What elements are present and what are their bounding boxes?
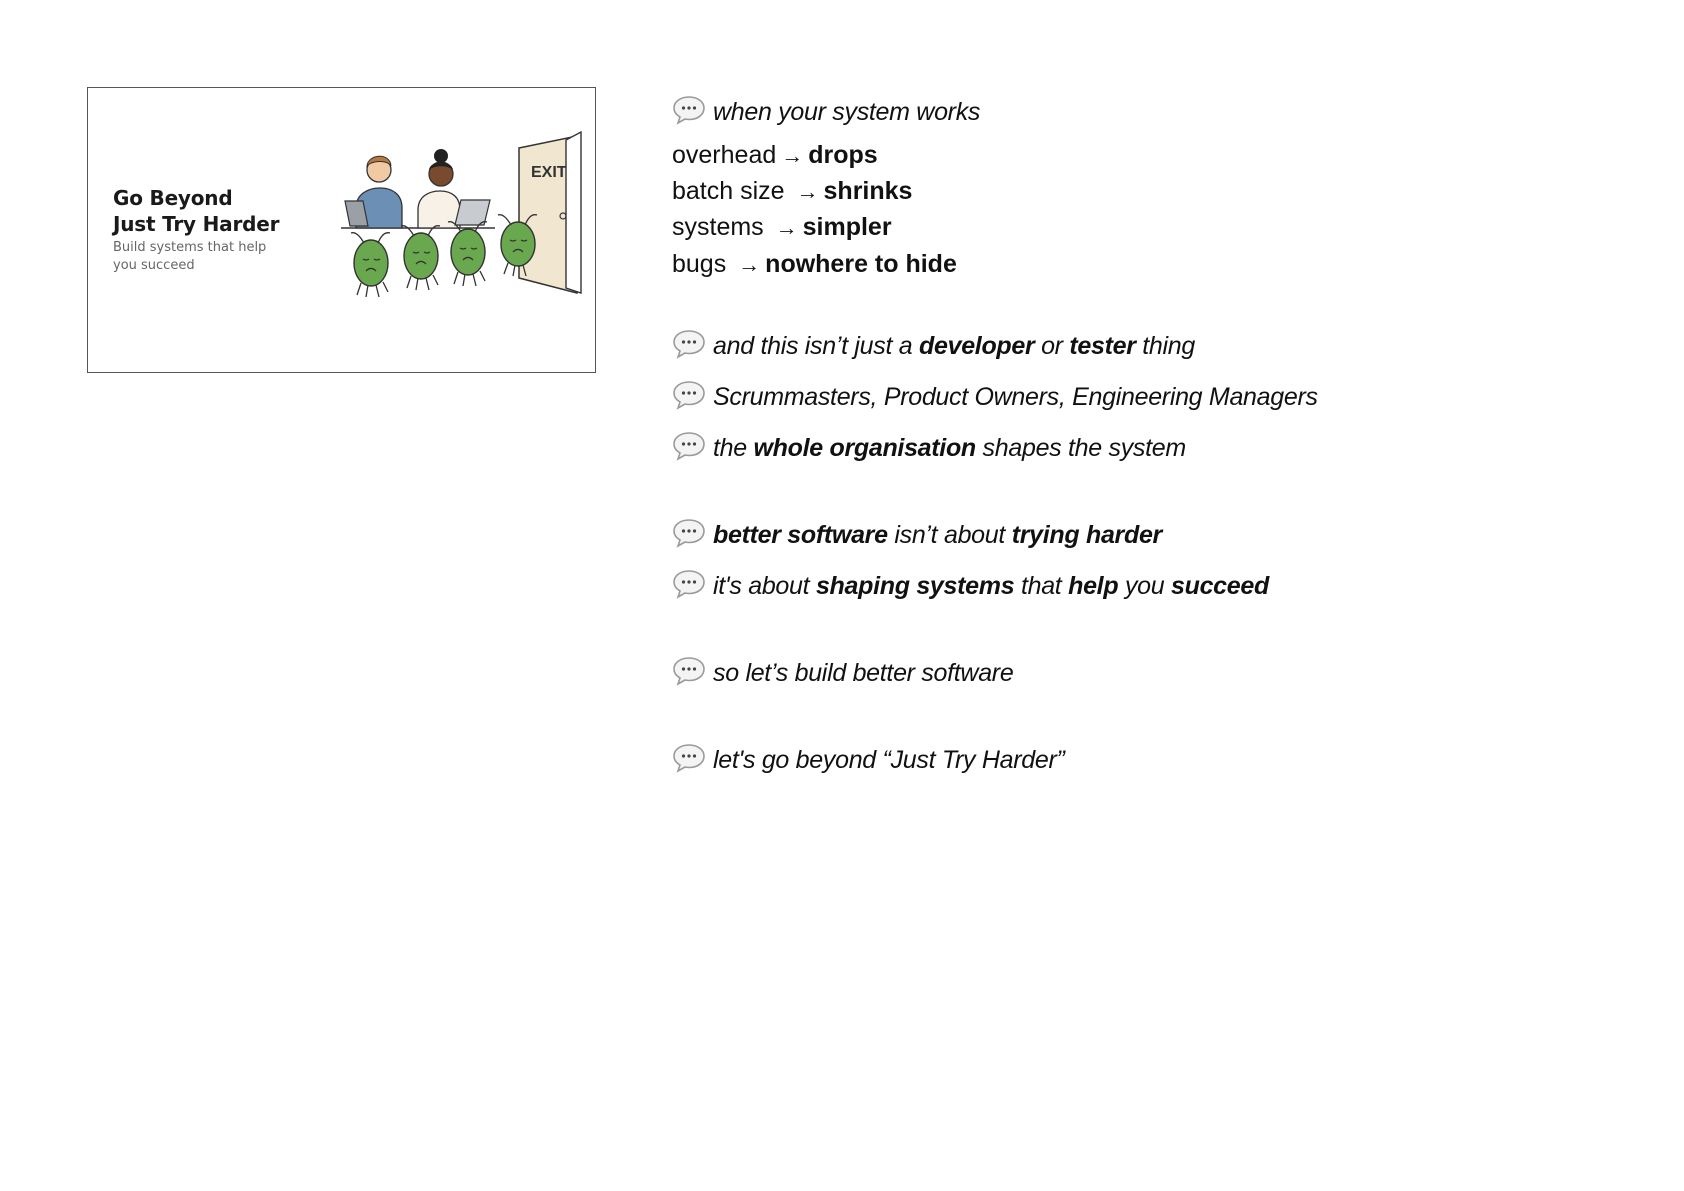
note-line: better software isn’t about trying harder xyxy=(672,517,1162,550)
note-line xyxy=(672,94,980,127)
arrow-icon: → xyxy=(775,215,798,240)
tester-person-icon xyxy=(418,149,490,228)
note-line xyxy=(672,655,1013,688)
bug-icon xyxy=(351,233,390,297)
bug-icon xyxy=(448,222,487,286)
note-line: it's about shaping systems that help you succeed xyxy=(672,568,1269,601)
flow-line xyxy=(672,249,957,280)
note-text: let's go beyond “Just Try Harder” xyxy=(713,746,1065,774)
arrow-icon: → xyxy=(781,143,804,168)
flow-left: batch size xyxy=(672,177,785,205)
flow-line xyxy=(672,176,912,207)
flow-right: drops xyxy=(808,141,878,169)
slide-thumbnail xyxy=(87,87,596,373)
flow-left: overhead xyxy=(672,141,777,169)
speech-bubble-icon xyxy=(672,655,706,687)
note-text: so let’s build better software xyxy=(713,659,1014,687)
speech-bubble-icon xyxy=(672,430,706,462)
flow-right: simpler xyxy=(802,213,892,241)
flow-left: bugs xyxy=(672,250,727,278)
speech-bubble-icon xyxy=(672,328,706,360)
bug-icon xyxy=(401,226,440,290)
speech-bubble-icon xyxy=(672,379,706,411)
note-line xyxy=(672,742,1065,775)
flow-right: shrinks xyxy=(823,177,913,205)
flow-left: systems xyxy=(672,213,764,241)
developer-person-icon xyxy=(345,156,402,228)
speech-bubble-icon xyxy=(672,94,706,126)
slide-illustration xyxy=(88,88,596,373)
speech-bubble-icon xyxy=(672,742,706,774)
flow-line xyxy=(672,212,892,243)
speech-bubble-icon xyxy=(672,568,706,600)
note-line xyxy=(672,379,1318,412)
flow-right: nowhere to hide xyxy=(765,250,957,278)
exit-sign-text: EXIT xyxy=(531,164,567,181)
exit-door-icon xyxy=(519,132,581,293)
flow-line xyxy=(672,140,878,171)
slide-title-line-1: Go Beyond xyxy=(113,186,233,210)
note-text: when your system works xyxy=(713,98,981,126)
note-line: and this isn’t just a developer or tester thing xyxy=(672,328,1195,361)
arrow-icon: → xyxy=(796,179,819,204)
slide-title-line-2: Just Try Harder xyxy=(113,212,280,236)
note-text: Scrummasters, Product Owners, Engineering Managers xyxy=(713,383,1318,411)
arrow-icon: → xyxy=(738,252,761,277)
speech-bubble-icon xyxy=(672,517,706,549)
note-line: the whole organisation shapes the system xyxy=(672,430,1186,463)
slide-subtitle: Build systems that help you succeed xyxy=(113,240,267,273)
